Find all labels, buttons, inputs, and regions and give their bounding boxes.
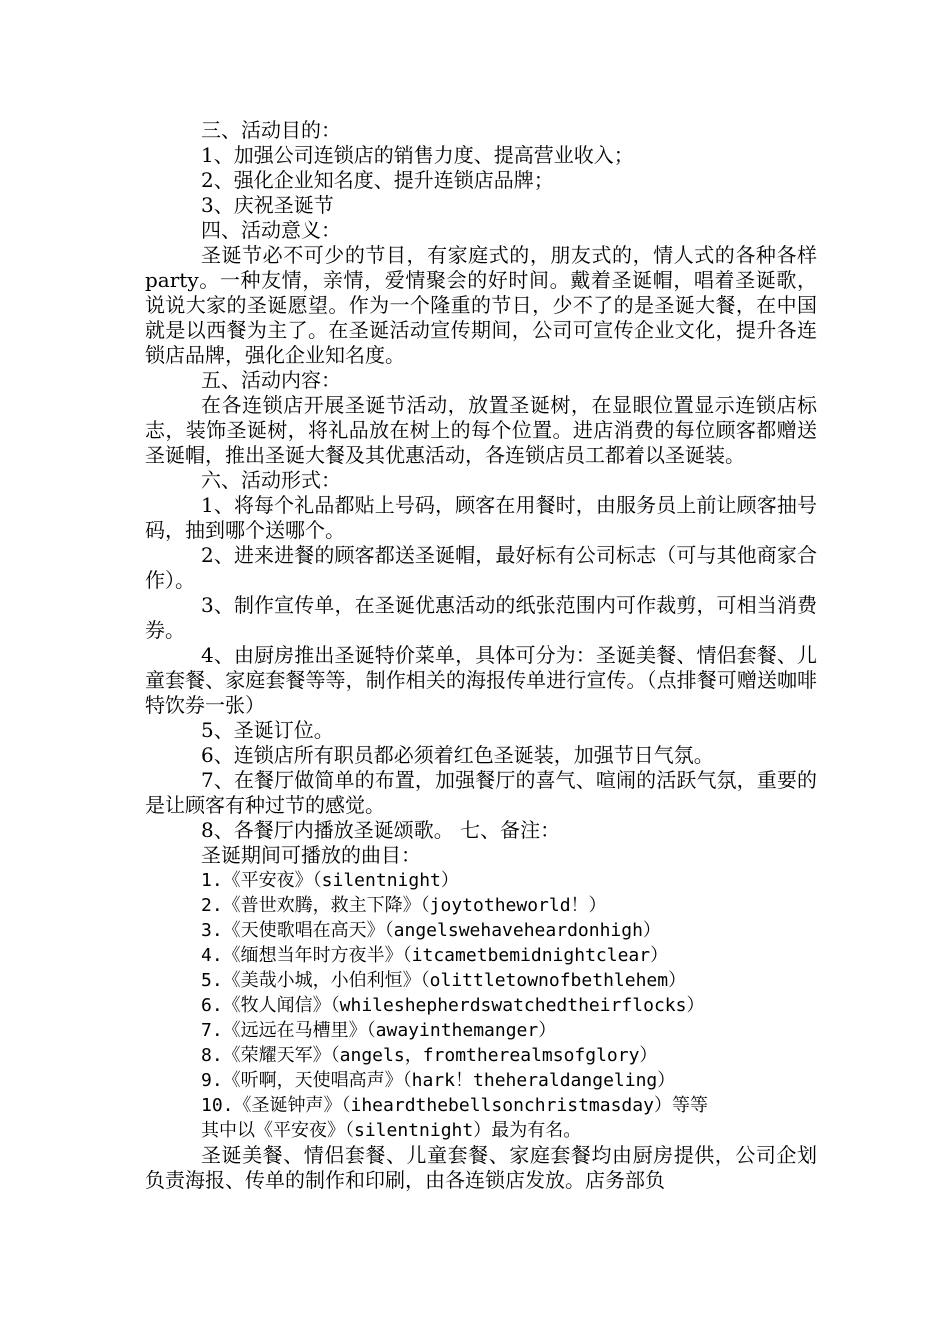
song-list-item: 10.《圣诞钟声》（iheardthebellsonchristmasday）等等 — [201, 1095, 708, 1116]
song-list-item: 4.《缅想当年时方夜半》（itcametbemidnightclear） — [201, 945, 669, 966]
format-item-8-and-notes-heading: 8、各餐厅内播放圣诞颂歌。 七、备注： — [201, 818, 561, 842]
heading-activity-significance: 四、活动意义： — [201, 218, 341, 242]
format-item-6: 6、连锁店所有职员都必须着红色圣诞装，加强节日气氛。 — [201, 743, 714, 767]
significance-paragraph: 圣诞节必不可少的节目，有家庭式的，朋友式的，情人式的各种各样 party。一种友情，亲情，爱情聚会的好时间。戴着圣诞帽，唱着圣诞歌，说说大家的圣诞愿望。作为一个隆重的节日，少不了的是圣诞大餐，在中国就是以西餐为主了。在圣诞活动宣传期间，公司可宣传企业文化，提升各连锁店品牌，强化企业知名度。 — [145, 243, 817, 367]
song-list-item: 2.《普世欢腾，救主下降》（joytotheworld！） — [201, 895, 607, 916]
heading-activity-content: 五、活动内容： — [201, 368, 341, 392]
format-item-1: 1、将每个礼品都贴上号码，顾客在用餐时，由服务员上前让顾客抽号码，抽到哪个送哪个。 — [145, 493, 817, 542]
song-list-intro: 圣诞期间可播放的曲目： — [201, 843, 421, 867]
heading-activity-purpose: 三、活动目的： — [201, 118, 341, 142]
content-paragraph: 在各连锁店开展圣诞节活动，放置圣诞树，在显眼位置显示连锁店标志，装饰圣诞树，将礼品放在树上的每个位置。进店消费的每位顾客都赠送圣诞帽，推出圣诞大餐及其优惠活动，各连锁店员工都着以圣诞装。 — [145, 393, 817, 467]
purpose-item-3: 3、庆祝圣诞节 — [201, 193, 334, 217]
format-item-5: 5、圣诞订位。 — [201, 718, 334, 742]
purpose-item-2: 2、强化企业知名度、提升连锁店品牌； — [201, 168, 554, 192]
heading-activity-format: 六、活动形式： — [201, 468, 341, 492]
song-list-item: 6.《牧人闻信》（whileshepherdswatchedtheirflocks） — [201, 995, 705, 1016]
format-item-3: 3、制作宣传单，在圣诞优惠活动的纸张范围内可作裁剪，可相当消费券。 — [145, 593, 817, 642]
format-item-7: 7、在餐厅做简单的布置，加强餐厅的喜气、喧闹的活跃气氛，重要的是让顾客有种过节的感觉。 — [145, 768, 817, 817]
format-item-4: 4、由厨房推出圣诞特价菜单，具体可分为：圣诞美餐、情侣套餐、儿童套餐、家庭套餐等等，制作相关的海报传单进行宣传。（点排餐可赠送咖啡特饮券一张） — [145, 643, 817, 717]
song-list-item: 7.《远远在马槽里》（awayinthemanger） — [201, 1020, 557, 1041]
document-body — [145, 118, 817, 1193]
closing-paragraph: 圣诞美餐、情侣套餐、儿童套餐、家庭套餐均由厨房提供，公司企划负责海报、传单的制作和印刷，由各连锁店发放。店务部负 — [145, 1143, 817, 1192]
purpose-item-1: 1、加强公司连锁店的销售力度、提高营业收入； — [201, 143, 634, 167]
song-list-item: 1.《平安夜》（silentnight） — [201, 870, 459, 891]
song-list-item: 3.《天使歌唱在高天》（angelswehaveheardonhigh） — [201, 920, 661, 941]
song-list-item: 5.《美哉小城，小伯利恒》（olittletownofbethlehem） — [201, 970, 687, 991]
most-famous-song-note: 其中以《平安夜》（silentnight）最为有名。 — [201, 1120, 582, 1141]
song-list-item: 9.《听啊，天使唱高声》（hark！theheraldangeling） — [201, 1070, 676, 1091]
format-item-2: 2、进来进餐的顾客都送圣诞帽，最好标有公司标志（可与其他商家合作）。 — [145, 543, 817, 592]
song-list-item: 8.《荣耀天军》（angels，fromtherealmsofglory） — [201, 1045, 658, 1066]
